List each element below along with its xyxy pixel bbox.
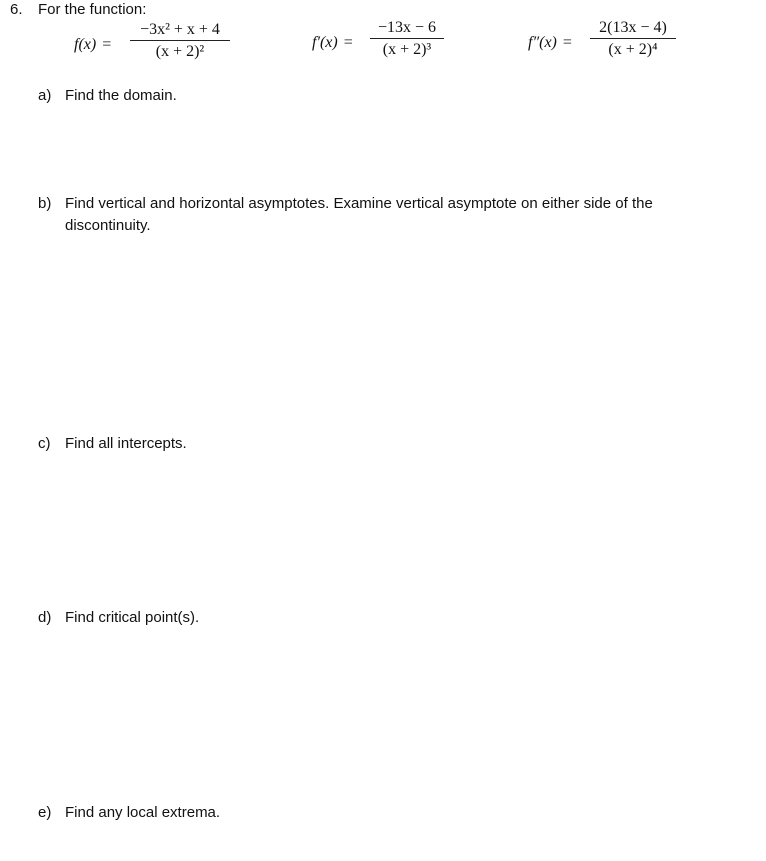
formula-f-fraction — [130, 21, 230, 61]
formula-f-prime-denominator: (x + 2)³ — [382, 41, 432, 58]
part-e-letter: e) — [38, 804, 52, 821]
formula-f-prime-label: f′(x) — [312, 34, 338, 51]
formula-f-prime-fraction-bar — [370, 38, 444, 39]
formula-f-label: f(x) — [74, 36, 97, 53]
formula-f-double-prime-denominator: (x + 2)⁴ — [608, 41, 658, 58]
formula-f-double-prime-equals: = — [562, 34, 572, 51]
formula-f-prime-equals: = — [343, 34, 353, 51]
formula-f-fraction-bar — [130, 40, 230, 41]
formula-f-prime-fraction — [370, 19, 444, 59]
part-d-letter: d) — [38, 609, 52, 626]
formula-f-denominator: (x + 2)² — [155, 43, 205, 60]
part-e-text: Find any local extrema. — [65, 804, 221, 821]
question-number: 6. — [10, 1, 23, 18]
formula-f-double-prime-numerator: 2(13x − 4) — [599, 19, 667, 36]
part-b-letter: b) — [38, 195, 52, 212]
part-d-text: Find critical point(s). — [65, 609, 200, 626]
part-a-letter: a) — [38, 87, 52, 104]
part-c-letter: c) — [38, 435, 51, 452]
formula-f-numerator: −3x² + x + 4 — [140, 21, 220, 38]
part-a-text: Find the domain. — [65, 87, 177, 104]
part-b-text-line2: discontinuity. — [65, 217, 151, 234]
formula-f-equals: = — [102, 36, 112, 53]
formula-f-double-prime-fraction-bar — [590, 38, 676, 39]
question-intro: For the function: — [38, 1, 147, 18]
formula-f-double-prime-fraction — [590, 19, 676, 59]
formula-f-prime-numerator: −13x − 6 — [377, 19, 437, 36]
part-c-text: Find all intercepts. — [65, 435, 187, 452]
part-b-text-line1: Find vertical and horizontal asymptotes. Examine vertical asymptote on either side of the — [65, 195, 653, 212]
formula-f-double-prime-label: f″(x) — [528, 34, 557, 51]
